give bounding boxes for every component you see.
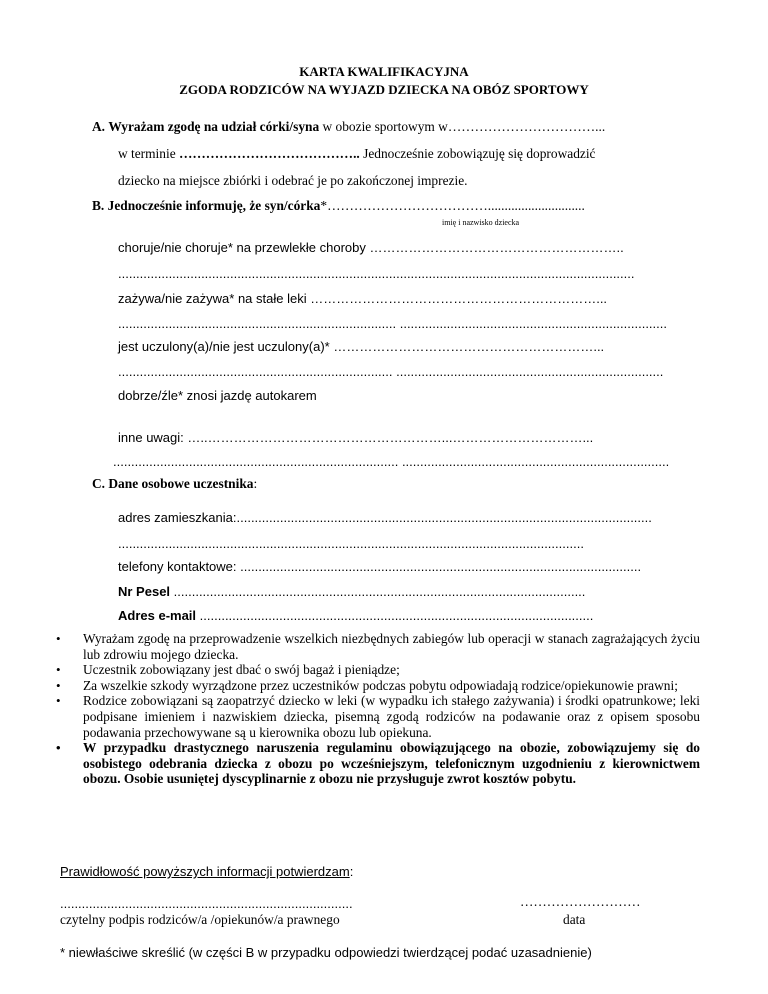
section-a-consent: Wyrażam zgodę na udział córki/syna — [108, 119, 320, 134]
notes-field-line-2[interactable]: ............................................................................... .......................................................................... — [113, 454, 670, 469]
medication-label: zażywa/nie zażywa* na stałe leki — [118, 291, 311, 306]
notes-label: inne uwagi: — [118, 430, 188, 445]
pesel-line — [118, 584, 696, 599]
section-a-line-1 — [92, 119, 605, 135]
phone-line — [118, 559, 696, 574]
illness-line — [118, 240, 624, 255]
section-c-title: Dane osobowe uczestnika — [108, 476, 254, 491]
illness-field-line-2[interactable]: ............................................................................................................................................... — [118, 266, 635, 281]
illness-field[interactable]: ………………………………………………….. — [369, 240, 624, 255]
bus-travel-label: dobrze/źle* znosi jazdę autokarem — [118, 388, 317, 403]
list-item: • Za wszelkie szkody wyrządzone przez uczestników podczas pobytu odpowiadają rodzice/opiekunowie prawni; — [60, 678, 700, 694]
pesel-label: Nr Pesel — [118, 584, 171, 599]
term-label: w terminie — [118, 146, 179, 161]
illness-label: choruje/nie choruje* na przewlekłe choroby — [118, 240, 370, 255]
medication-field[interactable]: …………………………………………………………... — [310, 291, 608, 306]
term-field[interactable]: ………………………………….. — [178, 146, 360, 161]
notes-field[interactable]: …..………………………………………………...…………………………... — [187, 430, 594, 445]
phone-label: telefony kontaktowe: — [118, 559, 241, 574]
allergy-field-line-2[interactable]: ............................................................................ .......................................................................... — [118, 364, 664, 379]
address-field[interactable]: ................................................................................................................... — [236, 510, 652, 525]
confirmation-line — [60, 864, 353, 879]
footnote: * niewłaściwe skreślić (w części B w przypadku odpowiedzi twierdzącej podać uzasadnienie) — [60, 945, 592, 960]
signature-label: czytelny podpis rodziców/a /opiekunów/a prawnego — [60, 912, 340, 927]
email-label: Adres e-mail — [118, 608, 197, 623]
email-field[interactable]: ............................................................................................................. — [196, 608, 594, 623]
medication-field-line-2[interactable]: ............................................................................. .......................................................................... — [118, 316, 667, 331]
address-field-line-2[interactable]: ................................................................................................................................. — [118, 536, 584, 551]
list-item: • Uczestnik zobowiązany jest dbać o swój bagaż i pieniądze; — [60, 662, 700, 678]
section-a-line-3: dziecko na miejsce zbiórki i odebrać je po zakończonej imprezie. — [118, 173, 468, 188]
email-line — [118, 608, 696, 623]
medication-line — [118, 291, 607, 306]
address-label: adres zamieszkania: — [118, 510, 237, 525]
section-b-line-1 — [92, 198, 585, 214]
signature-field[interactable]: ................................................................................. — [60, 896, 353, 911]
address-line — [118, 510, 696, 525]
section-a-camp: w obozie sportowym w — [319, 119, 448, 134]
allergy-field[interactable]: ……………………………………………………... — [333, 339, 605, 354]
allergy-line — [118, 339, 604, 354]
date-field[interactable]: ……………………… — [520, 894, 641, 909]
section-a-obligation: Jednocześnie zobowiązuję się doprowadzić — [359, 146, 596, 161]
list-item: • Wyrażam zgodę na przeprowadzenie wszelkich niezbędnych zabiegów lub operacji w stanach zagrażających życiu lub zdrowiu mojego dziecka. — [60, 631, 700, 662]
child-name-field[interactable]: ………………………………............................. — [327, 198, 585, 213]
section-b-letter: B. — [92, 198, 105, 213]
section-b-info: Jednocześnie informuję, że syn/córka — [107, 198, 321, 213]
pesel-field[interactable]: .................................................................................................................. — [170, 584, 586, 599]
date-label: data — [563, 912, 586, 927]
section-c-colon: : — [253, 476, 258, 491]
confirmation-text: Prawidłowość powyższych informacji potwierdzam — [60, 864, 350, 879]
section-a-line-2 — [118, 146, 696, 162]
child-name-caption: imię i nazwisko dziecka — [442, 218, 520, 227]
section-c-letter: C. — [92, 476, 106, 491]
phone-field[interactable]: ............................................................................................................... — [240, 559, 642, 574]
section-c-header — [92, 476, 257, 492]
title-line-2: ZGODA RODZICÓW NA WYJAZD DZIECKA NA OBÓZ SPORTOWY — [179, 82, 589, 97]
terms-list — [60, 631, 700, 787]
asterisk: * — [320, 198, 328, 213]
title-line-1: KARTA KWALIFIKACYJNA — [299, 64, 469, 79]
notes-line — [118, 430, 593, 445]
list-item: • W przypadku drastycznego naruszenia regulaminu obowiązującego na obozie, zobowiązujemy się do osobistego odebrania dziecka z obozu po wcześniejszym, telefonicznym uzgodnieniu z kierownictwem obozu. Osobie usuniętej dyscyplinarnie z obozu nie przysługuje zwrot kosztów pobytu. — [60, 740, 700, 787]
camp-location-field[interactable]: ……………………………... — [447, 119, 606, 134]
confirmation-colon: : — [349, 864, 354, 879]
allergy-label: jest uczulony(a)/nie jest uczulony(a)* — [118, 339, 334, 354]
section-a-letter: A. — [92, 119, 106, 134]
list-item: • Rodzice zobowiązani są zaopatrzyć dziecko w leki (w wypadku ich stałego zażywania) i środki opatrunkowe; leki podpisane imieniem i nazwiskiem dziecka, pisemną zgodą rodziców na podawanie oraz z opisem sposobu podawania przechowywane są u kierownika obozu lub opiekuna. — [60, 693, 700, 740]
